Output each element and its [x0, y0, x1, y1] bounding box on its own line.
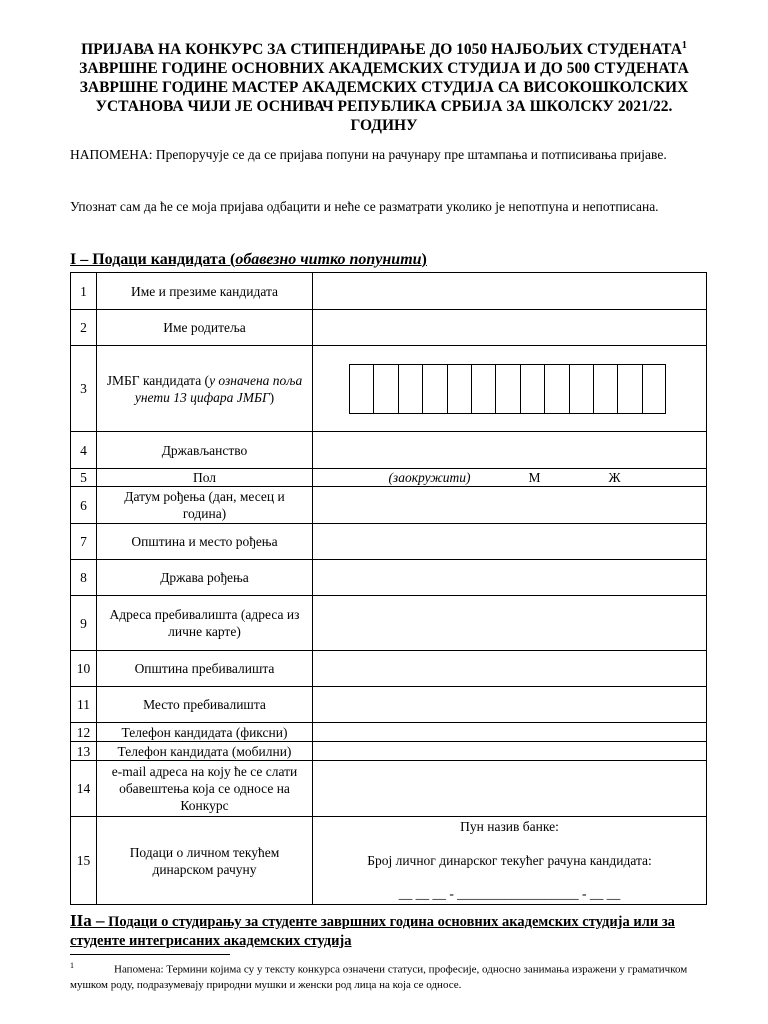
email-field[interactable] — [313, 761, 707, 817]
row-label: Име родитеља — [97, 310, 313, 346]
row-number: 2 — [71, 310, 97, 346]
account-number-template[interactable]: __ __ __ - __________________ - __ __ — [398, 885, 621, 901]
table-row — [71, 432, 707, 469]
row-label: ЈМБГ кандидата (у означена поља унети 13 цифара ЈМБГ) — [97, 346, 313, 432]
jmbg-digit-box — [373, 364, 397, 414]
table-row — [71, 723, 707, 742]
table-row — [71, 761, 707, 817]
full-name-field[interactable] — [313, 273, 707, 310]
jmbg-digit-boxes[interactable] — [349, 364, 702, 414]
jmbg-digit-box — [471, 364, 495, 414]
row-label: Телефон кандидата (фиксни) — [97, 723, 313, 742]
jmbg-digit-box — [593, 364, 617, 414]
row-number: 12 — [71, 723, 97, 742]
section-1-heading: I – Подаци кандидата (обавезно читко попунити) — [70, 251, 427, 268]
jmbg-digit-box — [447, 364, 471, 414]
row-label: Место пребивалишта — [97, 687, 313, 723]
jmbg-digit-box — [520, 364, 544, 414]
birth-date-field[interactable] — [313, 487, 707, 524]
row-number: 15 — [71, 817, 97, 905]
table-row — [71, 310, 707, 346]
row-number: 5 — [71, 469, 97, 487]
citizenship-field[interactable] — [313, 432, 707, 469]
account-number-label: Број личног динарског текућег рачуна кандидата: — [367, 852, 652, 868]
table-row — [71, 346, 707, 432]
row-label: Пол — [97, 469, 313, 487]
row-label: Адреса пребивалишта (адреса из личне карте) — [97, 596, 313, 651]
table-row — [71, 742, 707, 761]
row-number: 13 — [71, 742, 97, 761]
jmbg-digit-box — [398, 364, 422, 414]
row-number: 4 — [71, 432, 97, 469]
jmbg-field[interactable] — [313, 346, 707, 432]
acknowledgement-paragraph: Упознат сам да ће се моја пријава одбацити и неће се разматрати уколико је непотпуна и непотписана. — [70, 199, 659, 214]
landline-phone-field[interactable] — [313, 723, 707, 742]
jmbg-digit-box — [422, 364, 446, 414]
jmbg-digit-box — [617, 364, 641, 414]
gender-option-female[interactable]: Ж — [608, 470, 621, 485]
jmbg-digit-box — [495, 364, 519, 414]
table-row — [71, 469, 707, 487]
row-label: Општина пребивалишта — [97, 651, 313, 687]
jmbg-digit-box — [349, 364, 373, 414]
row-number: 14 — [71, 761, 97, 817]
row-number: 9 — [71, 596, 97, 651]
birth-country-field[interactable] — [313, 560, 707, 596]
table-row — [71, 487, 707, 524]
section-2a-heading: IIа – Подаци о студирању за студенте завршних година основних академских студија или за студенте интегрисаних академских студија — [70, 911, 675, 949]
residence-place-field[interactable] — [313, 687, 707, 723]
title-rest: ЗАВРШНЕ ГОДИНЕ ОСНОВНИХ АКАДЕМСКИХ СТУДИЈА И ДО 500 СТУДЕНАТА ЗАВРШНЕ ГОДИНЕ МАСТЕР АКАДЕМСКИХ СТУДИЈА СА ВИСОКОШКОЛСКИХ УСТАНОВА ЧИЈИ ЈЕ ОСНИВАЧ РЕПУБЛИКА СРБИЈА ЗА ШКОЛСКУ 2021/22. ГОДИНУ — [79, 60, 689, 135]
table-row — [71, 687, 707, 723]
row-number: 10 — [71, 651, 97, 687]
footnote-divider — [70, 954, 230, 955]
row-label: Телефон кандидата (мобилни) — [97, 742, 313, 761]
note-paragraph: НАПОМЕНА: Препоручује се да се пријава попуни на рачунару пре штампања и потписивања пријаве. — [70, 147, 667, 162]
mobile-phone-field[interactable] — [313, 742, 707, 761]
row-number: 7 — [71, 524, 97, 560]
form-title — [70, 36, 698, 135]
gender-instruction: (заокружити) — [388, 470, 471, 485]
bank-account-field[interactable] — [313, 817, 707, 905]
row-number: 6 — [71, 487, 97, 524]
row-number: 3 — [71, 346, 97, 432]
jmbg-digit-box — [642, 364, 666, 414]
table-row — [71, 524, 707, 560]
jmbg-digit-box — [544, 364, 568, 414]
table-row — [71, 817, 707, 905]
row-label: e-mail адреса на коју ће се слати обавештења која се односе на Конкурс — [97, 761, 313, 817]
row-number: 8 — [71, 560, 97, 596]
birth-place-field[interactable] — [313, 524, 707, 560]
residence-address-field[interactable] — [313, 596, 707, 651]
residence-municipality-field[interactable] — [313, 651, 707, 687]
title-line-1: ПРИЈАВА НА КОНКУРС ЗА СТИПЕНДИРАЊЕ ДО 1050 НАЈБОЉИХ СТУДЕНАТА — [81, 41, 682, 59]
row-number: 11 — [71, 687, 97, 723]
row-label: Подаци о личном текућем динарском рачуну — [97, 817, 313, 905]
row-label: Држављанство — [97, 432, 313, 469]
title-footnote-ref: 1 — [681, 40, 687, 51]
row-label: Држава рођења — [97, 560, 313, 596]
gender-option-male[interactable]: М — [528, 470, 541, 485]
bank-name-label: Пун назив банке: — [460, 818, 559, 834]
candidate-data-table — [70, 272, 707, 905]
footnote-text: Напомена: Термини којима су у тексту конкурса означени статуси, професије, односно занимања изражени у граматичком мушком роду, подразумевају природни мушки и женски род лица на која се односе. — [70, 963, 688, 991]
jmbg-digit-box — [569, 364, 593, 414]
row-label: Име и презиме кандидата — [97, 273, 313, 310]
table-row — [71, 273, 707, 310]
table-row — [71, 651, 707, 687]
row-label: Датум рођења (дан, месец и година) — [97, 487, 313, 524]
footnote — [70, 958, 698, 993]
row-number: 1 — [71, 273, 97, 310]
row-label: Општина и место рођења — [97, 524, 313, 560]
table-row — [71, 596, 707, 651]
table-row — [71, 560, 707, 596]
gender-field[interactable] — [313, 469, 707, 487]
parent-name-field[interactable] — [313, 310, 707, 346]
footnote-number: 1 — [70, 961, 74, 970]
